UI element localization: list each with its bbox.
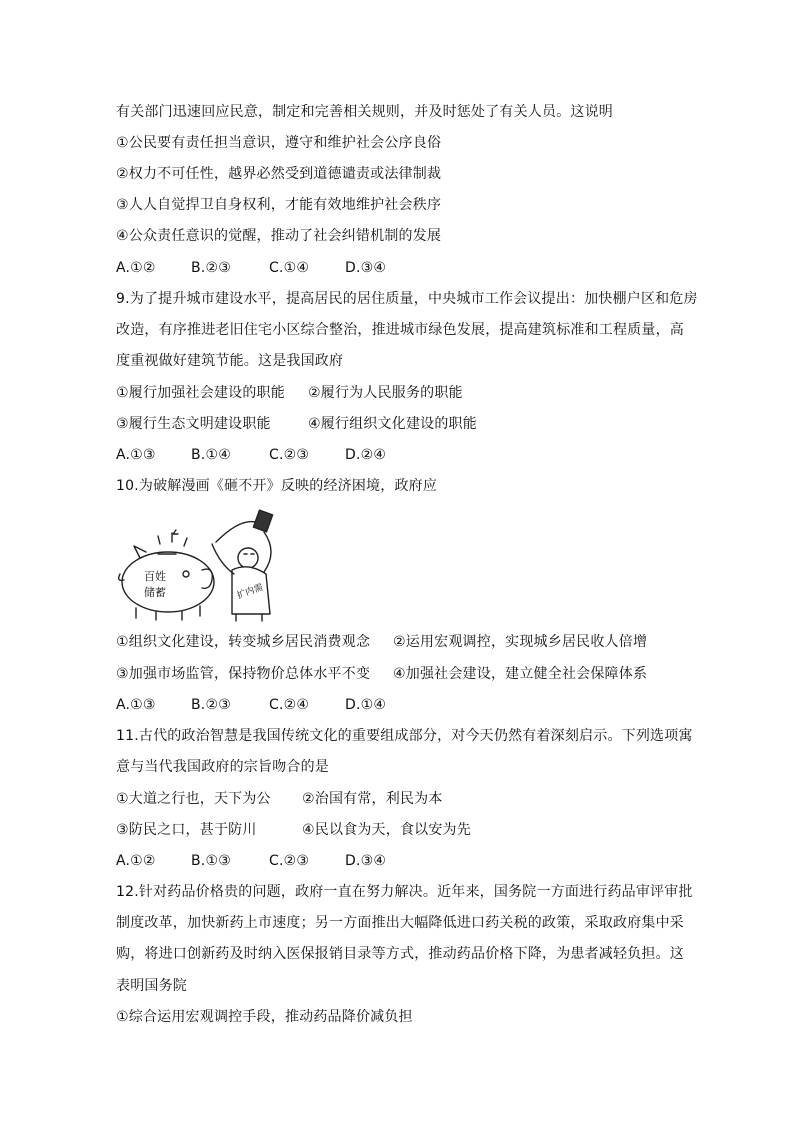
- q10-item-1: ①组织文化建设，转变城乡居民消费观念: [116, 634, 371, 650]
- q12-item-1: ①综合运用宏观调控手段，推动药品降价减负担: [116, 1009, 413, 1025]
- q9-option-d: D.②④: [345, 447, 387, 463]
- q10-item-3: ③加强市场监管，保持物价总体水平不变: [116, 666, 371, 682]
- q9-item-4: ④履行组织文化建设的职能: [308, 416, 477, 432]
- q11-option-c: C.②③: [269, 853, 310, 869]
- q9-items-row-1: [116, 383, 463, 403]
- q11-stem-line-2: 意与当代我国政府的宗旨吻合的是: [116, 759, 329, 775]
- q9-option-c: C.②③: [269, 447, 310, 463]
- q8-stem-line: 有关部门迅速回应民意，制定和完善相关规则，并及时惩处了有关人员。这说明: [116, 104, 613, 120]
- q10-items-row-1: [116, 632, 647, 652]
- q11-item-4: ④民以食为天，食以安为先: [302, 822, 471, 838]
- cartoon-image: [116, 508, 286, 622]
- q11-options: [116, 851, 386, 871]
- q11-item-3: ③防民之口，甚于防川: [116, 822, 257, 838]
- q11-items-row-1: [116, 789, 443, 809]
- q12-stem-line-4: 表明国务院: [116, 978, 187, 994]
- q10-option-c: C.②④: [269, 697, 310, 713]
- q9-option-a: A.①③: [116, 447, 156, 463]
- q10-item-4: ④加强社会建设，建立健全社会保障体系: [393, 666, 648, 682]
- q8-item-3: ③人人自觉捍卫自身权利，才能有效地维护社会秩序: [116, 197, 442, 213]
- q11-stem-line-1: 11.古代的政治智慧是我国传统文化的重要组成部分，对今天仍然有着深刻启示。下列选项寓: [116, 728, 693, 744]
- cartoon-label-pig-1: 百姓: [144, 570, 166, 583]
- q8-option-b: B.②③: [191, 260, 231, 276]
- q9-stem-line-2: 改造，有序推进老旧住宅小区综合整治，推进城市绿色发展，提高建筑标准和工程质量，高: [116, 322, 684, 338]
- q8-option-a: A.①②: [116, 260, 156, 276]
- q11-option-b: B.①③: [191, 853, 231, 869]
- q9-stem-line-1: 9.为了提升城市建设水平，提高居民的居住质量，中央城市工作会议提出：加快棚户区和危房: [116, 291, 698, 307]
- q11-items-row-2: [116, 820, 471, 840]
- q9-option-b: B.①④: [191, 447, 231, 463]
- q10-stem: 10.为破解漫画《砸不开》反映的经济困境，政府应: [116, 478, 438, 494]
- q8-option-c: C.①④: [269, 260, 310, 276]
- cartoon-label-pig-2: 储蓄: [144, 586, 166, 599]
- q9-item-1: ①履行加强社会建设的职能: [116, 385, 285, 401]
- q10-options: [116, 695, 386, 715]
- q11-item-2: ②治国有常，利民为本: [302, 791, 443, 807]
- q10-item-2: ②运用宏观调控，实现城乡居民收人倍增: [393, 634, 648, 650]
- q12-stem-line-2: 制度改革，加快新药上市速度；另一方面推出大幅降低进口药关税的政策，采取政府集中采: [116, 915, 684, 931]
- q9-item-3: ③履行生态文明建设职能: [116, 416, 271, 432]
- q9-items-row-2: [116, 414, 477, 434]
- q9-stem-line-3: 度重视做好建筑节能。这是我国政府: [116, 353, 344, 369]
- q8-options: [116, 258, 386, 278]
- cartoon-label-person: 扩内需: [235, 582, 265, 602]
- q8-item-1: ①公民要有责任担当意识，遵守和维护社会公序良俗: [116, 135, 442, 151]
- q12-stem-line-1: 12.针对药品价格贵的问题，政府一直在努力解决。近年来，国务院一方面进行药品审评审批: [116, 884, 693, 900]
- q11-item-1: ①大道之行也，天下为公: [116, 791, 271, 807]
- q8-item-2: ②权力不可任性，越界必然受到道德谴责或法律制裁: [116, 166, 442, 182]
- q10-option-d: D.①④: [345, 697, 387, 713]
- q9-item-2: ②履行为人民服务的职能: [308, 385, 463, 401]
- q11-option-a: A.①②: [116, 853, 156, 869]
- q11-option-d: D.③④: [345, 853, 387, 869]
- piggy-bank-shape: [122, 552, 214, 612]
- q10-option-b: B.②③: [191, 697, 231, 713]
- q10-option-a: A.①③: [116, 697, 156, 713]
- q9-options: [116, 445, 386, 465]
- q12-stem-line-3: 购，将进口创新药及时纳入医保报销目录等方式，推动药品价格下降，为患者减轻负担。这: [116, 946, 684, 962]
- q8-item-4: ④公众责任意识的觉醒，推动了社会纠错机制的发展: [116, 228, 442, 244]
- q10-items-row-2: [116, 664, 647, 684]
- q8-option-d: D.③④: [345, 260, 387, 276]
